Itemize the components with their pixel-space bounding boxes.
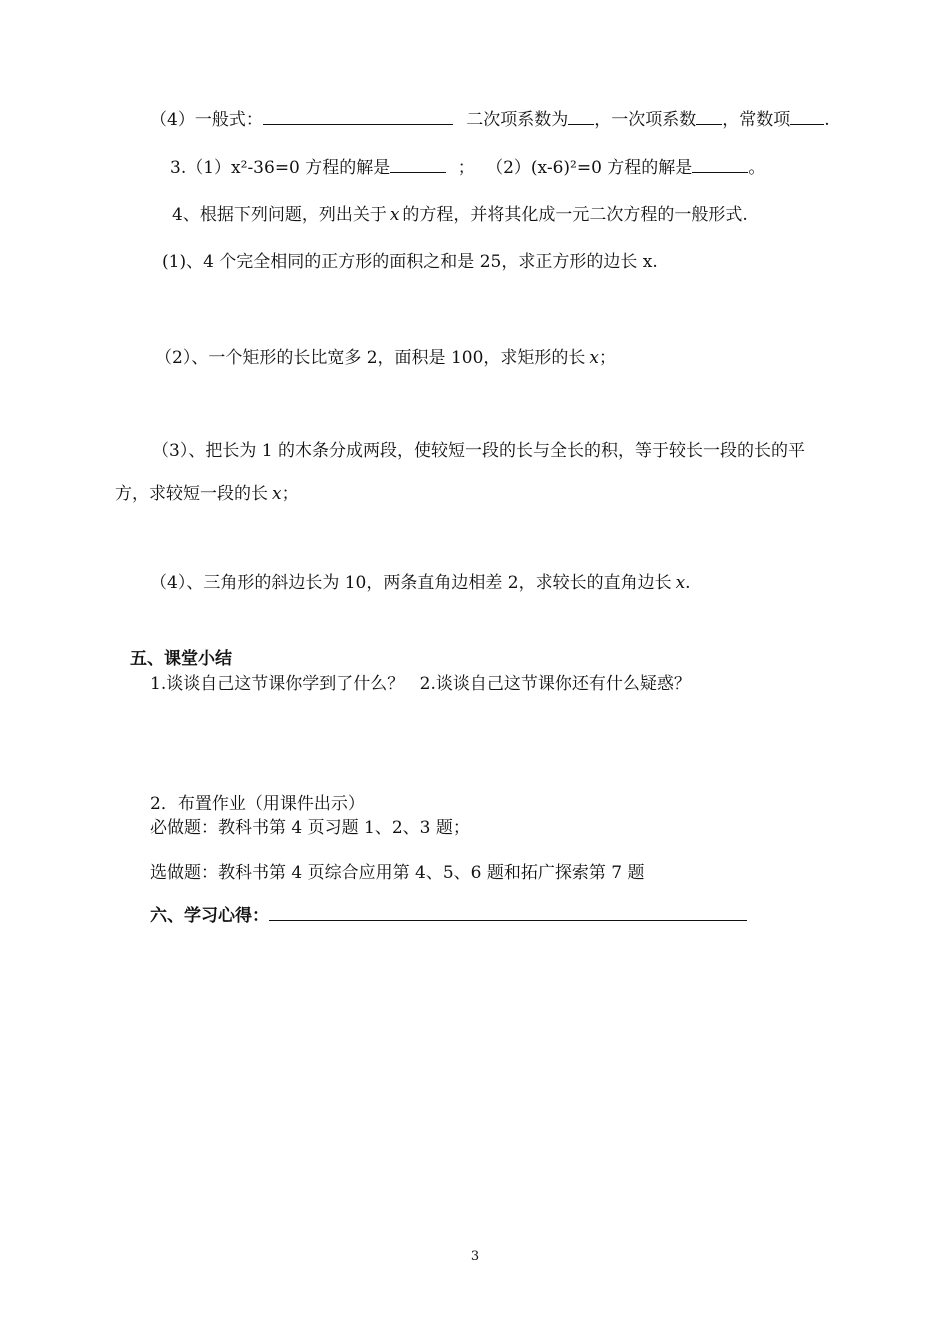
- question-4-intro: [172, 204, 748, 226]
- homework-optional: 选做题：教科书第 4 页综合应用第 4、5、6 题和拓广探索第 7 题: [150, 863, 645, 883]
- summary-q2: 2.谈谈自己这节课你还有什么疑惑？: [419, 674, 691, 694]
- section-5-heading: 五、课堂小结: [130, 649, 232, 669]
- quad-coef-blank[interactable]: [568, 108, 594, 125]
- q4-intro-var: x: [389, 205, 400, 225]
- q3-part1-blank[interactable]: [390, 156, 446, 173]
- summary-questions: [150, 673, 691, 695]
- general-form-end: .: [824, 110, 830, 130]
- problem-3-line-2: [115, 483, 299, 505]
- summary-q1: 1.谈谈自己这节课你学到了什么？: [150, 674, 405, 694]
- q4-intro-b: 的方程，并将其化成一元二次方程的一般形式.: [402, 205, 748, 225]
- linear-coef-blank[interactable]: [696, 108, 722, 125]
- constant-term-label: ，常数项: [722, 110, 791, 130]
- q3-part1-text: 3.（1）x²-36=0 方程的解是: [170, 158, 391, 178]
- q4-intro-a: 4、根据下列问题，列出关于: [172, 205, 387, 225]
- constant-term-blank[interactable]: [790, 108, 824, 125]
- p2-end: ；: [598, 348, 616, 368]
- problem-2: [155, 347, 616, 369]
- p4-var: x: [675, 573, 686, 593]
- homework-title: 2．布置作业（用课件出示）: [150, 794, 365, 814]
- p2-text: （2）、一个矩形的长比宽多 2，面积是 100，求矩形的长: [155, 348, 586, 368]
- p4-end: .: [685, 573, 691, 593]
- section-6-line: [150, 904, 747, 927]
- general-form-label: （4）一般式：: [150, 110, 263, 130]
- p4-text: （4）、三角形的斜边长为 10，两条直角边相差 2，求较长的直角边长: [150, 573, 672, 593]
- problem-1: (1)、4 个完全相同的正方形的面积之和是 25，求正方形的边长 x.: [162, 252, 658, 272]
- homework-required: 必做题：教科书第 4 页习题 1、2、3 题；: [150, 818, 470, 838]
- problem-4: [150, 572, 691, 594]
- p2-var: x: [589, 348, 599, 368]
- p3-line2-text: 方，求较短一段的长: [115, 484, 268, 504]
- general-form-line: [150, 108, 830, 131]
- learning-notes-blank[interactable]: [269, 904, 747, 921]
- q3-part1-end: ；: [457, 158, 475, 178]
- question-3: [170, 156, 765, 179]
- q3-part2-end: 。: [748, 158, 766, 178]
- q3-part2-text: （2）(x-6)²=0 方程的解是: [486, 158, 693, 178]
- linear-coef-label: ，一次项系数: [594, 110, 697, 130]
- quad-coef-label: 二次项系数为: [466, 110, 569, 130]
- general-form-blank[interactable]: [263, 108, 453, 125]
- problem-3-line-1: （3）、把长为 1 的木条分成两段，使较短一段的长与全长的积，等于较长一段的长的平: [152, 441, 805, 461]
- p3-end: ；: [281, 484, 299, 504]
- section-6-heading: 六、学习心得：: [150, 906, 269, 926]
- p3-var: x: [272, 484, 282, 504]
- q3-part2-blank[interactable]: [692, 156, 748, 173]
- page-number: 3: [470, 1249, 480, 1264]
